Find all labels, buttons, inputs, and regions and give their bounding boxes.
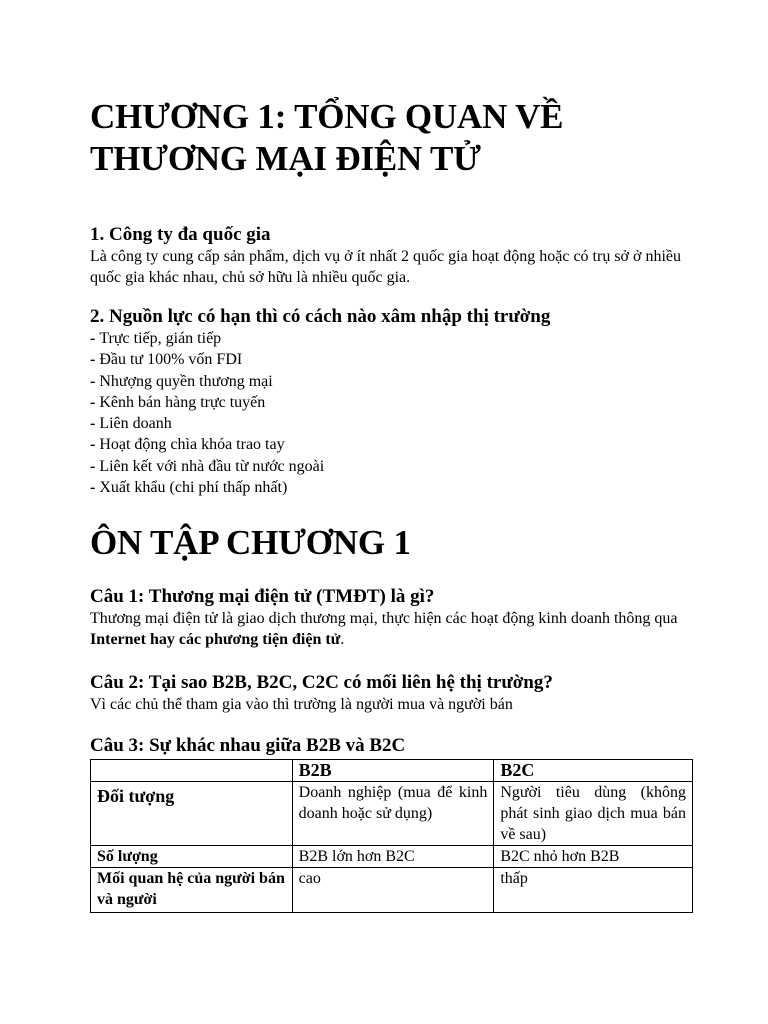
question-heading: Câu 1: Thương mại điện tử (TMĐT) là gì?	[90, 586, 435, 608]
question-answer: Thương mại điện tử là giao dịch thương mại, thực hiện các hoạt động kinh doanh thông qua Internet hay các phương tiện điện tử.	[90, 610, 678, 649]
chapter-title: CHƯƠNG 1: TỔNG QUAN VỀ THƯƠNG MẠI ĐIỆN TỬ	[90, 97, 564, 178]
list-item: - Xuất khẩu (chi phí thấp nhất)	[90, 479, 288, 497]
row-label: Số lượng	[91, 846, 293, 868]
question-3	[90, 735, 690, 913]
section-market-entry	[90, 306, 690, 498]
table-header-cell: B2C	[494, 760, 693, 782]
row-label: Mối quan hệ của người bán và người	[91, 868, 293, 913]
list-item: - Đầu tư 100% vốn FDI	[90, 351, 243, 369]
question-heading: Câu 3: Sự khác nhau giữa B2B và B2C	[90, 735, 406, 757]
comparison-table	[90, 759, 693, 913]
table-cell: Doanh nghiệp (mua để kinh doanh hoặc sử dụng)	[292, 782, 494, 846]
table-row	[91, 868, 693, 913]
question-1	[90, 586, 690, 650]
question-heading: Câu 2: Tại sao B2B, B2C, C2C có mối liên hệ thị trường?	[90, 672, 553, 694]
table-cell: Người tiêu dùng (không phát sinh giao dịch mua bán về sau)	[494, 782, 693, 846]
entry-methods-list	[90, 328, 690, 498]
list-item: - Nhượng quyền thương mại	[90, 372, 273, 390]
question-answer: Vì các chủ thể tham gia vào thì trường là người mua và người bán	[90, 696, 513, 714]
list-item: - Kênh bán hàng trực tuyến	[90, 393, 266, 411]
table-header-cell: B2B	[292, 760, 494, 782]
table-cell: cao	[292, 868, 494, 913]
table-cell: thấp	[494, 868, 693, 913]
section-heading: 2. Nguồn lực có hạn thì có cách nào xâm nhập thị trường	[90, 306, 551, 327]
list-item: - Liên doanh	[90, 415, 172, 433]
row-label: Đối tượng	[91, 782, 293, 846]
list-item: - Hoạt động chìa khóa trao tay	[90, 436, 285, 454]
table-row	[91, 846, 693, 868]
table-cell: B2B lớn hơn B2C	[292, 846, 494, 868]
review-title: ÔN TẬP CHƯƠNG 1	[90, 523, 411, 563]
list-item: - Liên kết với nhà đầu từ nước ngoài	[90, 457, 325, 475]
section-multinational	[90, 224, 690, 288]
list-item: - Trực tiếp, gián tiếp	[90, 330, 222, 347]
document-content	[90, 96, 690, 913]
question-2	[90, 672, 690, 715]
table-row	[91, 782, 693, 846]
section-heading: 1. Công ty đa quốc gia	[90, 224, 271, 245]
section-body: Là công ty cung cấp sản phẩm, dịch vụ ở ít nhất 2 quốc gia hoạt động hoặc có trụ sở ở nhiều quốc gia khác nhau, chủ sở hữu là nhiều quốc gia.	[90, 248, 682, 286]
table-header-cell	[91, 760, 293, 782]
table-cell: B2C nhỏ hơn B2B	[494, 846, 693, 868]
table-header-row	[91, 760, 693, 782]
